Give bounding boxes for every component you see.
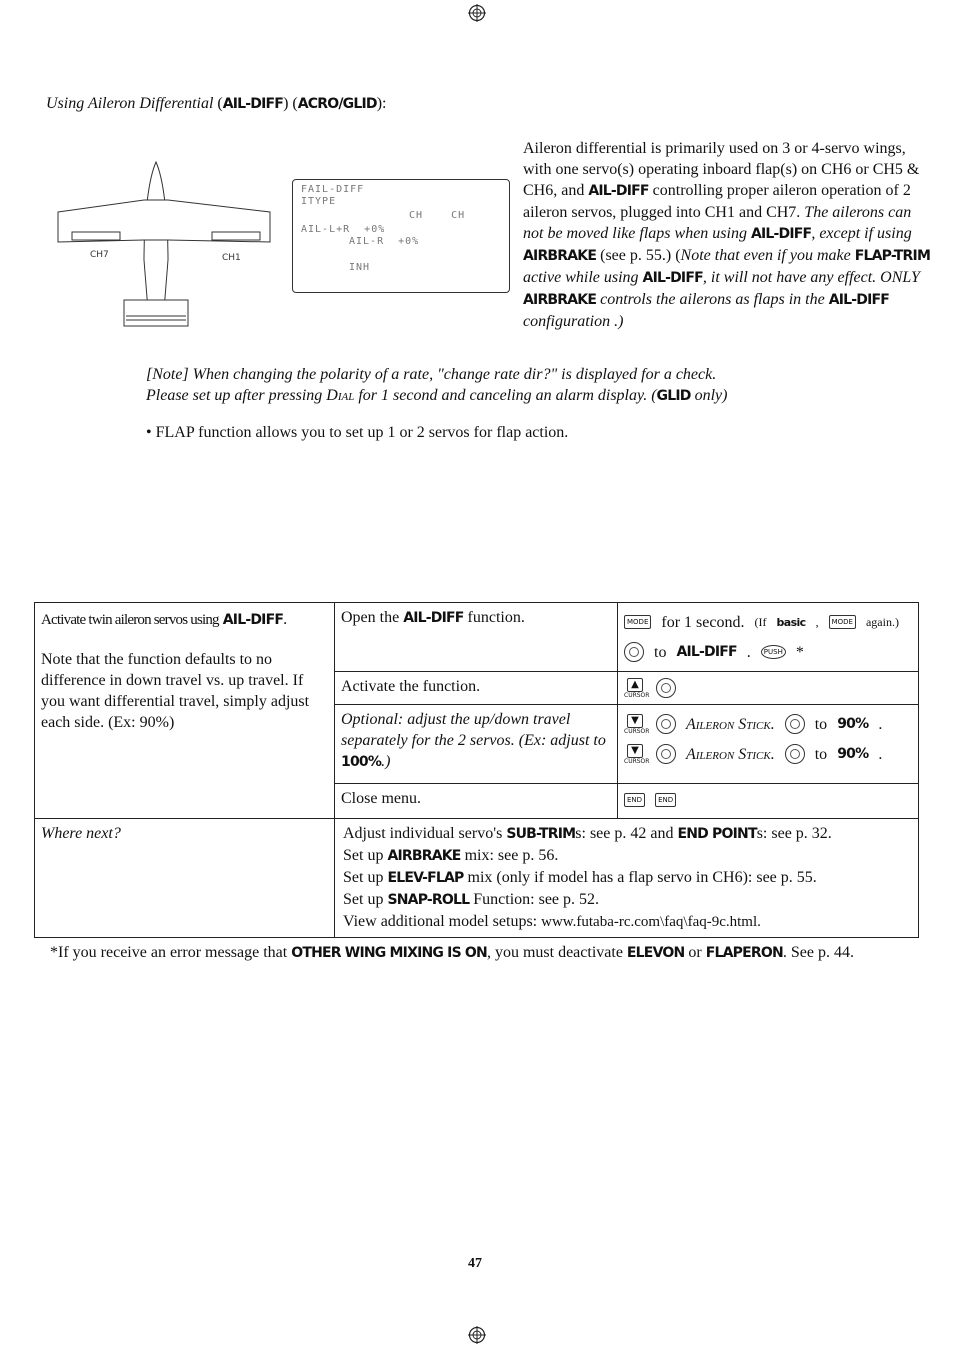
footnote: *If you receive an error message that OTHER WING MIXING IS ON, you must deactivate ELEVON or FLAPERON. See p. 44. <box>50 944 854 961</box>
step-optional-label: Optional: adjust the up/down travel separately for the 2 servos. (Ex: adjust to 100%.) <box>335 705 618 784</box>
section-title-text: Using Aileron Differential <box>46 95 214 112</box>
next-item-3: Set up ELEV-FLAP mix (only if model has a flap servo in CH6): see p. 55. <box>343 869 817 886</box>
lcd-line-1: FAIL-DIFF <box>301 184 365 195</box>
next-item-2: Set up AIRBRAKE mix: see p. 56. <box>343 847 559 864</box>
dial-icon-2 <box>656 678 676 698</box>
channel-label-left: CH7 <box>90 250 109 260</box>
next-item-5: View additional model setups: www.futaba-rc.com\faq\faq-9c.html. <box>343 913 761 930</box>
registration-mark-top-icon <box>468 4 486 22</box>
polarity-note <box>146 364 866 407</box>
mode-key-icon: MODE <box>624 615 651 629</box>
step-activate-actions <box>618 672 919 705</box>
dial-icon <box>624 642 644 662</box>
instruction-table <box>34 602 919 938</box>
next-item-4: Set up SNAP-ROLL Function: see p. 52. <box>343 891 600 908</box>
where-next-cell: Where next? <box>35 819 335 938</box>
lcd-line-3: CH CH <box>409 210 466 221</box>
channel-label-right: CH1 <box>222 253 241 263</box>
lcd-line-5: AIL-R +0% <box>349 236 420 247</box>
task-description-body: Note that the function defaults to no difference in down travel vs. up travel. If you want differential travel, simply adjust each side. (Ex: 90%) <box>41 651 310 731</box>
intro-paragraph: Aileron differential is primarily used on 3 or 4-servo wings, with one servo(s) operating inboard flap(s) on CH6 or CH5 & CH6, and AIL-DIFF controlling proper aileron operation of 2 aileron servos, plugged into CH1 and CH7. The ailerons can not be moved like flaps when using AIL-DIFF, except if using AIRBRAKE (see p. 55.) (Note that even if you make FLAP-TRIM active while using AIL-DIFF, it will not have any effect. ONLY AIRBRAKE controls the ailerons as flaps in the AIL-DIFF configuration .) <box>523 140 931 330</box>
section-title-colon: : <box>382 95 387 112</box>
step-close-actions <box>618 784 919 819</box>
step-activate-label: Activate the function. <box>335 672 618 705</box>
lcd-line-2: ITYPE <box>301 196 337 207</box>
dial-icon-4 <box>785 744 805 764</box>
cursor-up-icon: ▲ CURSOR <box>624 678 650 699</box>
end-key-icon: END <box>624 793 645 807</box>
note-line-1: [Note] When changing the polarity of a rate, "change rate dir?" is displayed for a check. <box>146 366 717 383</box>
note-line-2: Please set up after pressing Dial for 1 second and canceling an alarm display. (GLID only) <box>146 387 728 404</box>
mode-key-icon-2: MODE <box>829 615 856 629</box>
lcd-line-6: INH <box>349 262 371 273</box>
airplane-diagram <box>56 160 272 330</box>
step-open-label: Open the AIL-DIFF function. <box>335 603 618 672</box>
step-close-label: Close menu. <box>335 784 618 819</box>
flap-bullet: • FLAP function allows you to set up 1 or 2 servos for flap action. <box>146 424 569 441</box>
section-title: Using Aileron Differential (AIL-DIFF) (ACRO/GLID): <box>46 95 387 112</box>
where-next-list <box>335 819 919 938</box>
lcd-line-4: AIL-L+R +0% <box>301 224 386 235</box>
section-title-keyword-acro-glid: ACRO/GLID <box>297 96 377 112</box>
step-open-actions: MODE for 1 second. (If basic , MODE again.) to AIL-DIFF . PUSH * <box>618 603 919 672</box>
registration-mark-bottom-icon <box>468 1326 486 1344</box>
next-item-1: Adjust individual servo's SUB-TRIMs: see p. 42 and END POINTs: see p. 32. <box>343 825 832 842</box>
aileron-stick-left-icon <box>656 744 676 764</box>
page-number: 47 <box>468 1256 482 1271</box>
dial-icon-3 <box>785 714 805 734</box>
step-optional-actions: ▼ CURSOR Aileron Stick. to 90% . ▼ CURSOR Aileron Stick. to 90% . <box>618 705 919 784</box>
section-title-keyword-ail-diff: AIL-DIFF <box>222 96 284 112</box>
push-dial-icon: PUSH <box>761 645 786 659</box>
cursor-down-icon-2: ▼ CURSOR <box>624 744 650 765</box>
end-key-icon-2: END <box>655 793 676 807</box>
cursor-down-icon: ▼ CURSOR <box>624 714 650 735</box>
faq-link[interactable]: www.futaba-rc.com\faq\faq-9c.html. <box>541 914 761 930</box>
task-description-cell: Activate twin aileron servos using AIL-DIFF. Note that the function defaults to no difference in down travel vs. up travel. If you want differential travel, simply adjust each side. (Ex: 90%) <box>35 603 335 819</box>
lcd-screen <box>292 179 510 293</box>
aileron-stick-right-icon <box>656 714 676 734</box>
